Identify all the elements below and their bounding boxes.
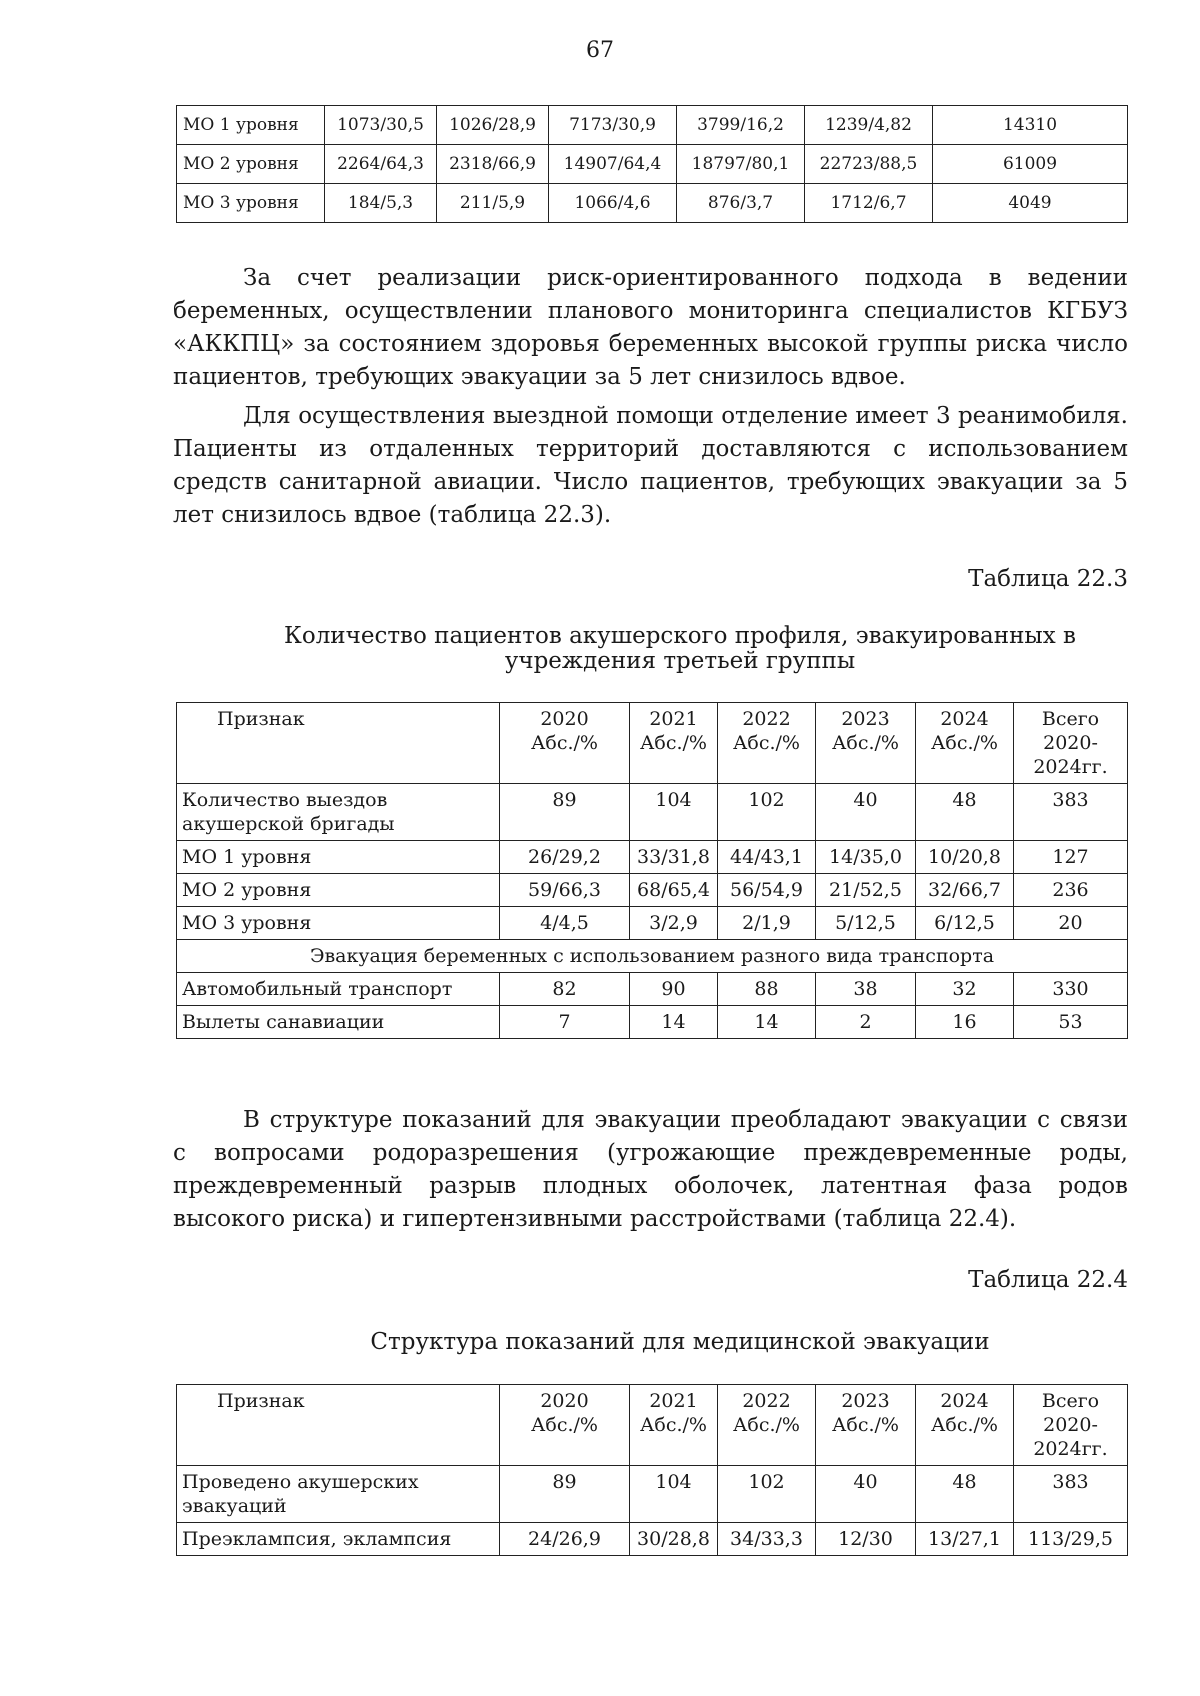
paragraph-3 (173, 1104, 1128, 1236)
paragraph-3-text: В структуре показаний для эвакуации преобладают эвакуации с связи с вопросами родоразрешения (угрожающие преждевременные роды, преждевременный разрыв плодных оболочек, латентная фаза родов высокого риска) и гипертензивными расстройствами (таблица 22.4). (173, 1107, 1128, 1232)
header-cell: 2023 Абс./% (816, 1385, 916, 1466)
table-22-4 (176, 1384, 1128, 1556)
table-row (177, 184, 1128, 223)
table-22-3-title: Количество пациентов акушерского профиля, эвакуированных в учреждения третьей группы (284, 623, 1076, 674)
row-label-cell: Количество выездов акушерской бригады (177, 784, 500, 841)
value-cell: 53 (1014, 1006, 1128, 1039)
header-cell: 2021 Абс./% (630, 703, 718, 784)
paragraph-1 (173, 262, 1128, 394)
value-cell: 5/12,5 (816, 907, 916, 940)
value-cell: 40 (816, 1466, 916, 1523)
value-cell: 82 (500, 973, 630, 1006)
value-cell: 383 (1014, 1466, 1128, 1523)
value-cell: 20 (1014, 907, 1128, 940)
top-table (176, 105, 1128, 223)
value-cell: 90 (630, 973, 718, 1006)
value-cell: 1239/4,82 (805, 106, 933, 145)
value-cell: 12/30 (816, 1523, 916, 1556)
header-cell: 2023 Абс./% (816, 703, 916, 784)
value-cell: 38 (816, 973, 916, 1006)
value-cell: 26/29,2 (500, 841, 630, 874)
row-label-cell: МО 2 уровня (177, 145, 325, 184)
value-cell: 7 (500, 1006, 630, 1039)
value-cell: 876/3,7 (677, 184, 805, 223)
value-cell: 1073/30,5 (325, 106, 437, 145)
table-row (177, 973, 1128, 1006)
value-cell: 127 (1014, 841, 1128, 874)
header-cell: 2021 Абс./% (630, 1385, 718, 1466)
value-cell: 16 (916, 1006, 1014, 1039)
value-cell: 4/4,5 (500, 907, 630, 940)
row-label-cell: МО 1 уровня (177, 841, 500, 874)
value-cell: 56/54,9 (718, 874, 816, 907)
value-cell: 32 (916, 973, 1014, 1006)
value-cell: 104 (630, 1466, 718, 1523)
header-cell: 2020 Абс./% (500, 1385, 630, 1466)
value-cell: 13/27,1 (916, 1523, 1014, 1556)
table-row (177, 145, 1128, 184)
value-cell: 59/66,3 (500, 874, 630, 907)
row-label-cell: Проведено акушерских эвакуаций (177, 1466, 500, 1523)
value-cell: 1712/6,7 (805, 184, 933, 223)
table-22-3 (176, 702, 1128, 1039)
value-cell: 14 (630, 1006, 718, 1039)
paragraph-1-text: За счет реализации риск-ориентированного подхода в ведении беременных, осуществлении планового мониторинга специалистов КГБУЗ «АККПЦ» за состоянием здоровья беременных высокой группы риска число пациентов, требующих эвакуации за 5 лет снизилось вдвое. (173, 265, 1128, 390)
value-cell: 2/1,9 (718, 907, 816, 940)
header-cell: 2022 Абс./% (718, 1385, 816, 1466)
section-row (177, 940, 1128, 973)
value-cell: 22723/88,5 (805, 145, 933, 184)
value-cell: 48 (916, 1466, 1014, 1523)
value-cell: 40 (816, 784, 916, 841)
value-cell: 3/2,9 (630, 907, 718, 940)
value-cell: 33/31,8 (630, 841, 718, 874)
value-cell: 330 (1014, 973, 1128, 1006)
value-cell: 14 (718, 1006, 816, 1039)
value-cell: 102 (718, 784, 816, 841)
header-cell: Признак (177, 703, 500, 784)
value-cell: 10/20,8 (916, 841, 1014, 874)
table-row (177, 841, 1128, 874)
value-cell: 104 (630, 784, 718, 841)
value-cell: 30/28,8 (630, 1523, 718, 1556)
value-cell: 6/12,5 (916, 907, 1014, 940)
value-cell: 113/29,5 (1014, 1523, 1128, 1556)
value-cell: 24/26,9 (500, 1523, 630, 1556)
value-cell: 1026/28,9 (437, 106, 549, 145)
value-cell: 211/5,9 (437, 184, 549, 223)
header-cell: 2022 Абс./% (718, 703, 816, 784)
value-cell: 2264/64,3 (325, 145, 437, 184)
value-cell: 2 (816, 1006, 916, 1039)
row-label-cell: Вылеты санавиации (177, 1006, 500, 1039)
value-cell: 14/35,0 (816, 841, 916, 874)
header-cell: Всего 2020-2024гг. (1014, 1385, 1128, 1466)
table-row (177, 1523, 1128, 1556)
table-row (177, 106, 1128, 145)
table-row (177, 1006, 1128, 1039)
value-cell: 32/66,7 (916, 874, 1014, 907)
table-row (177, 874, 1128, 907)
value-cell: 3799/16,2 (677, 106, 805, 145)
value-cell: 18797/80,1 (677, 145, 805, 184)
value-cell: 4049 (933, 184, 1128, 223)
value-cell: 44/43,1 (718, 841, 816, 874)
paragraph-2 (173, 400, 1128, 532)
header-cell: Признак (177, 1385, 500, 1466)
value-cell: 88 (718, 973, 816, 1006)
header-cell: 2024 Абс./% (916, 1385, 1014, 1466)
value-cell: 7173/30,9 (549, 106, 677, 145)
value-cell: 48 (916, 784, 1014, 841)
value-cell: 102 (718, 1466, 816, 1523)
header-cell: 2020 Абс./% (500, 703, 630, 784)
value-cell: 89 (500, 1466, 630, 1523)
row-label-cell: МО 3 уровня (177, 184, 325, 223)
value-cell: 236 (1014, 874, 1128, 907)
table-22-4-label: Таблица 22.4 (968, 1267, 1128, 1293)
row-label-cell: Преэклампсия, эклампсия (177, 1523, 500, 1556)
value-cell: 14310 (933, 106, 1128, 145)
table-22-4-title: Структура показаний для медицинской эвакуации (370, 1329, 990, 1355)
row-label-cell: МО 1 уровня (177, 106, 325, 145)
table-header-row (177, 703, 1128, 784)
table-header-row (177, 1385, 1128, 1466)
value-cell: 14907/64,4 (549, 145, 677, 184)
value-cell: 184/5,3 (325, 184, 437, 223)
table-row (177, 784, 1128, 841)
row-label-cell: МО 3 уровня (177, 907, 500, 940)
header-cell: Всего 2020-2024гг. (1014, 703, 1128, 784)
table-row (177, 1466, 1128, 1523)
value-cell: 383 (1014, 784, 1128, 841)
paragraph-2-text: Для осуществления выездной помощи отделение имеет 3 реанимобиля. Пациенты из отдаленных территорий доставляются с использованием средств санитарной авиации. Число пациентов, требующих эвакуации за 5 лет снизилось вдвое (таблица 22.3). (173, 403, 1128, 528)
table-22-3-label: Таблица 22.3 (968, 566, 1128, 592)
page-number: 67 (586, 38, 614, 63)
value-cell: 61009 (933, 145, 1128, 184)
value-cell: 21/52,5 (816, 874, 916, 907)
row-label-cell: МО 2 уровня (177, 874, 500, 907)
section-cell: Эвакуация беременных с использованием разного вида транспорта (177, 940, 1128, 973)
table-row (177, 907, 1128, 940)
value-cell: 68/65,4 (630, 874, 718, 907)
value-cell: 89 (500, 784, 630, 841)
header-cell: 2024 Абс./% (916, 703, 1014, 784)
value-cell: 1066/4,6 (549, 184, 677, 223)
value-cell: 2318/66,9 (437, 145, 549, 184)
value-cell: 34/33,3 (718, 1523, 816, 1556)
row-label-cell: Автомобильный транспорт (177, 973, 500, 1006)
